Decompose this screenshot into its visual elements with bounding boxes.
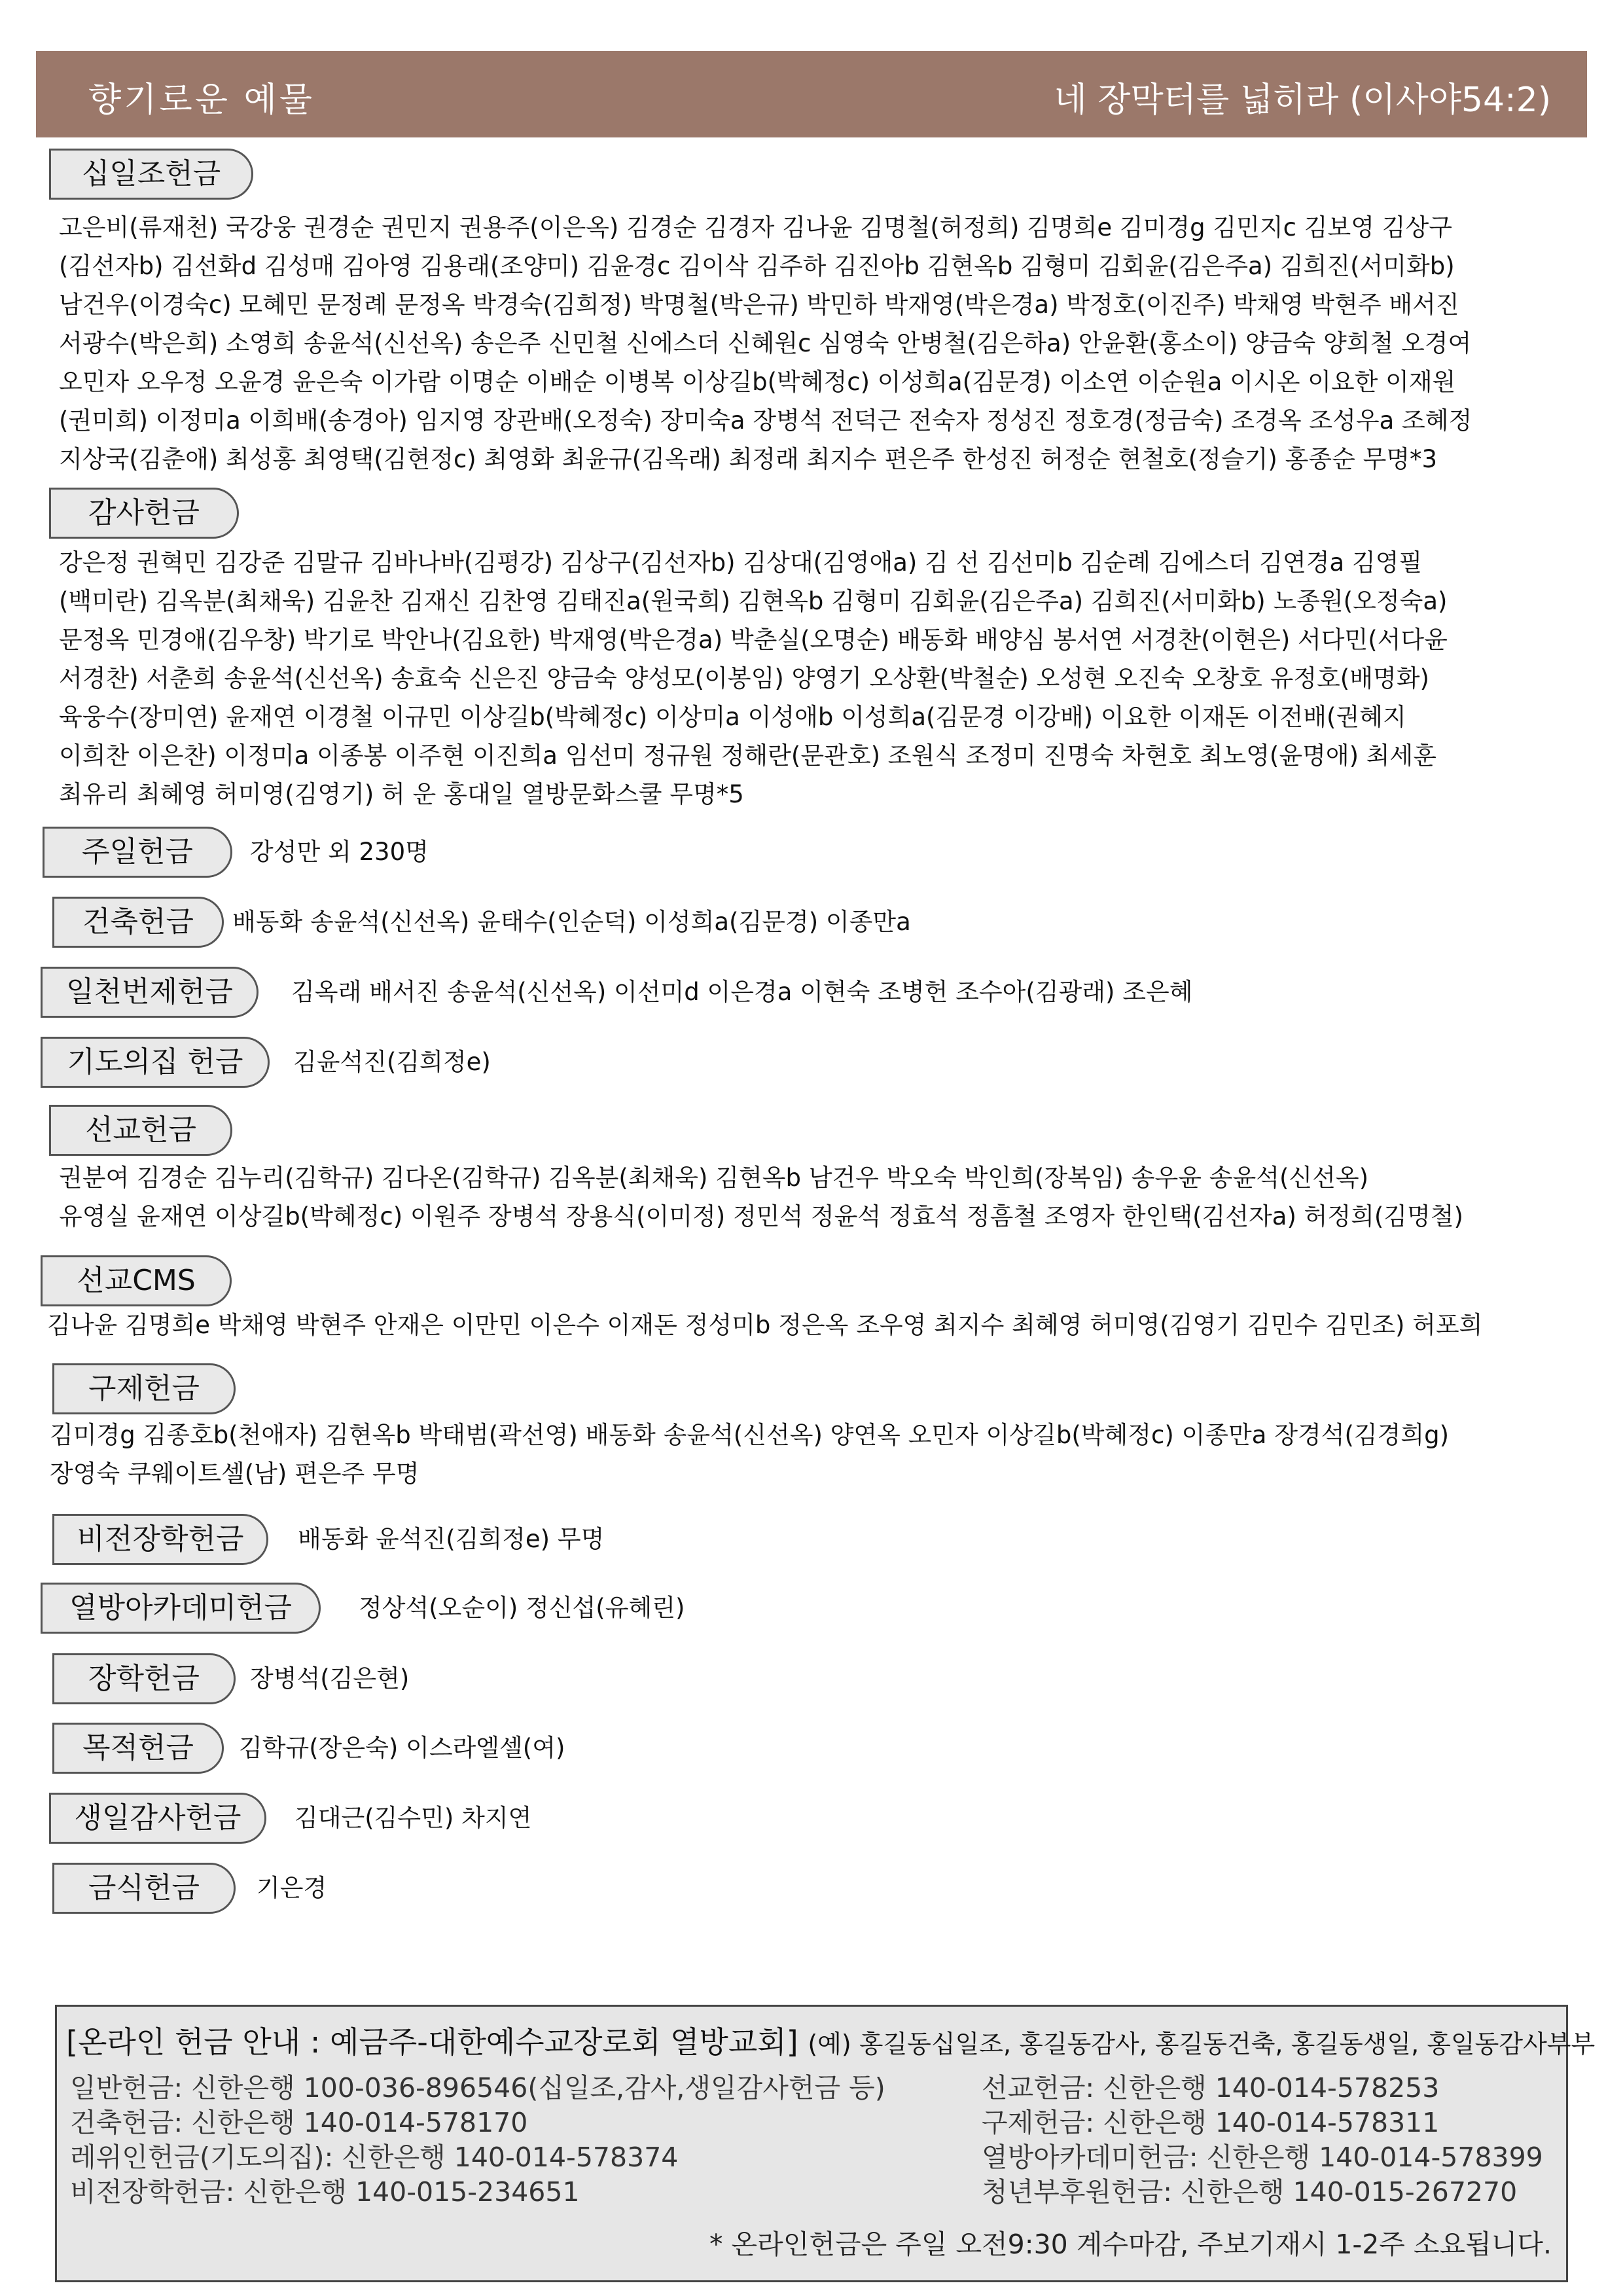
prayer-house-label: 기도의집 헌금 [41,1037,270,1088]
account-general: 일반헌금: 신한은행 100-036-896546(십일조,감사,생일감사헌금 등) [70,2072,885,2104]
sunday-names: 강성만 외 230명 [250,838,429,866]
sunday-label: 주일헌금 [43,827,232,878]
mission-names: 권분여 김경순 김누리(김학규) 김다온(김학규) 김옥분(최채욱) 김현옥b 남건우 박오숙 박인희(장복임) 송우윤 송윤석(신선옥) 유영실 윤재연 이상길b(박혜정c) 이원주 장병석 장용식(이미정) 정민석 정윤석 정효석 정흠철 조영자 한인택(김선자a) 허정희(김명철) [59,1164,1463,1230]
academy-names: 정상석(오순이) 정신섭(유혜린) [359,1594,685,1622]
online-offering-heading: [온라인 헌금 안내 : 예금주-대한예수교장로회 열방교회] [66,2024,798,2060]
header-verse: 네 장막터를 넓히라 (이사야54:2) [1054,81,1551,120]
account-mission: 선교헌금: 신한은행 140-014-578253 [982,2072,1440,2104]
account-academy: 열방아카데미헌금: 신한은행 140-014-578399 [982,2142,1543,2173]
birthday-label: 생일감사헌금 [49,1793,266,1844]
account-youth-support: 청년부후원헌금: 신한은행 140-015-267270 [982,2176,1518,2208]
account-building: 건축헌금: 신한은행 140-014-578170 [70,2107,528,2138]
purpose-names: 김학규(장은숙) 이스라엘셀(여) [239,1734,565,1762]
building-names: 배동화 송윤석(신선옥) 윤태수(인순덕) 이성희a(김문경) 이종만a [232,908,911,936]
thousand-label: 일천번제헌금 [41,967,259,1018]
purpose-label: 목적헌금 [52,1723,224,1774]
fasting-label: 금식헌금 [52,1863,236,1914]
relief-label: 구제헌금 [52,1363,236,1414]
mission-label: 선교헌금 [49,1105,232,1156]
thanks-names: 강은정 권혁민 김강준 김말규 김바나바(김평강) 김상구(김선자b) 김상대(김영애a) 김 선 김선미b 김순례 김에스더 김연경a 김영필 (백미란) 김옥분(최채욱) 김윤찬 김재신 김찬영 김태진a(원국희) 김현옥b 김형미 김회윤(김은주a) 김희진(서미화b) 노종원(오정숙a) 문정옥 민경애(김우창) 박기로 박안나(김요한) 박재영(박은경a) 박춘실(오명순) 배동화 배양심 봉서연 서경찬(이현은) 서다민(서다윤 서경찬) 서춘희 송윤석(신선옥) 송효숙 신은진 양금숙 양성모(이봉임) 양영기 오상환(박철순) 오성현 오진숙 오창호 유정호(배명화) 육웅수(장미연) 윤재연 이경철 이규민 이상길b(박혜정c) 이상미a 이성애b 이성희a(김문경 이강배) 이요한 이재돈 이전배(권혜지 이희찬 이은찬) 이정미a 이종봉 이주현 이진희a 임선미 정규원 정해란(문관호) 조원식 조정미 진명숙 차현호 최노영(윤명애) 최세훈 최유리 최혜영 허미영(김영기) 허 운 홍대일 열방문화스쿨 무명*5 [59,548,1448,808]
account-levite: 레위인헌금(기도의집): 신한은행 140-014-578374 [70,2142,679,2173]
mission-cms-names: 김나윤 김명희e 박채영 박현주 안재은 이만민 이은수 이재돈 정성미b 정은옥 조우영 최지수 최혜영 허미영(김영기 김민수 김민조) 허포희 [47,1311,1483,1339]
vision-scholarship-names: 배동화 윤석진(김희정e) 무명 [298,1525,605,1553]
scholarship-names: 장병석(김은현) [250,1664,410,1693]
thanks-label: 감사헌금 [49,488,239,539]
fasting-names: 기은경 [257,1874,327,1902]
vision-scholarship-label: 비전장학헌금 [52,1514,268,1565]
page-header [36,51,1587,137]
thousand-names: 김옥래 배서진 송윤석(신선옥) 이선미d 이은경a 이현숙 조병헌 조수아(김광래) 조은혜 [291,978,1193,1006]
online-offering-info [55,2005,1596,2282]
tithe-label: 십일조헌금 [49,149,253,200]
building-label: 건축헌금 [52,897,224,948]
online-accounts-left [70,2071,885,2210]
relief-names: 김미경g 김종호b(천애자) 김현옥b 박태범(곽선영) 배동화 송윤석(신선옥) 양연옥 오민자 이상길b(박혜정c) 이종만a 장경석(김경희g) 장영숙 쿠웨이트셀(남) 편은주 무명 [50,1421,1450,1488]
account-relief: 구제헌금: 신한은행 140-014-578311 [982,2107,1440,2138]
scholarship-label: 장학헌금 [52,1653,236,1704]
online-accounts-right [982,2071,1543,2210]
academy-label: 열방아카데미헌금 [41,1583,321,1634]
prayer-house-names: 김윤석진(김희정e) [293,1048,491,1076]
account-vision-scholarship: 비전장학헌금: 신한은행 140-015-234651 [70,2176,580,2208]
online-offering-example: (예) 홍길동십일조, 홍길동감사, 홍길동건축, 홍길동생일, 홍일동감사부부 [808,2030,1596,2058]
online-offering-title [66,2018,1595,2062]
tithe-names: 고은비(류재천) 국강웅 권경순 권민지 권용주(이은옥) 김경순 김경자 김나윤 김명철(허정희) 김명희e 김미경g 김민지c 김보영 김상구 (김선자b) 김선화d 김성매 김아영 김용래(조양미) 김윤경c 김이삭 김주하 김진아b 김현옥b 김형미 김회윤(김은주a) 김희진(서미화b) 남건우(이경숙c) 모혜민 문정례 문정옥 박경숙(김희정) 박명철(박은규) 박민하 박재영(박은경a) 박정호(이진주) 박채영 박현주 배서진 서광수(박은희) 소영희 송윤석(신선옥) 송은주 신민철 신에스더 신혜원c 심영숙 안병철(김은하a) 안윤환(홍소이) 양금숙 양희철 오경여 오민자 오우정 오윤경 윤은숙 이가람 이명순 이배순 이병복 이상길b(박혜정c) 이성희a(김문경) 이소연 이순원a 이시온 이요한 이재원 (권미희) 이정미a 이희배(송경아) 임지영 장관배(오정숙) 장미숙a 장병석 전덕근 전숙자 정성진 정호경(정금숙) 조경옥 조성우a 조혜정 지상국(김춘애) 최성홍 최영택(김현정c) 최영화 최윤규(김옥래) 최정래 최지수 편은주 한성진 허정순 현철호(정슬기) 홍종순 무명*3 [59,213,1472,473]
header-title: 향기로운 예물 [88,81,315,120]
online-offering-note: * 온라인헌금은 주일 오전9:30 계수마감, 주보기재시 1-2주 소요됩니다. [709,2229,1552,2260]
birthday-names: 김대근(김수민) 차지연 [294,1804,532,1832]
mission-cms-label: 선교CMS [41,1255,232,1306]
